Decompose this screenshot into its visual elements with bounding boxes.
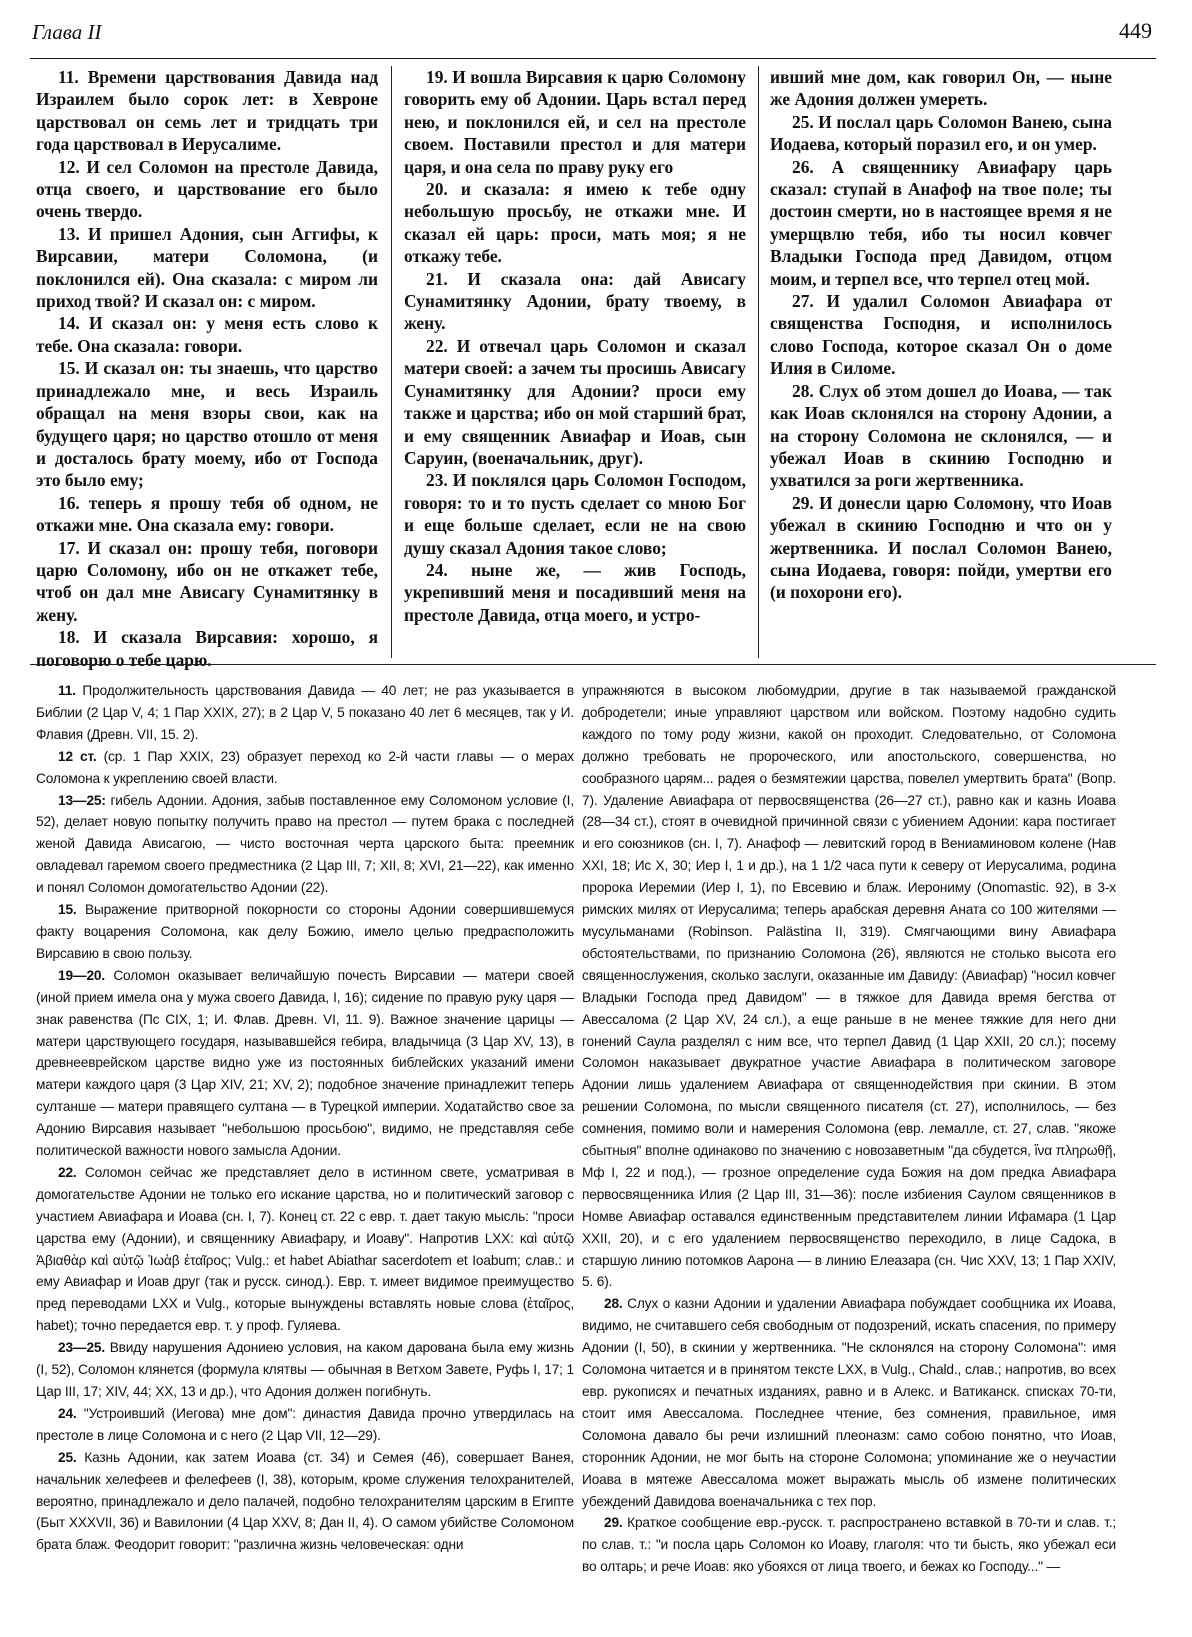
commentary-column-right <box>582 680 1116 1578</box>
note-text: Ввиду нарушения Адониею условия, на каком дарована была ему жизнь (I, 52), Соломон клянется (формула клятвы — обычная в Ветхом Завете, Руфь I, 17; 1 Цар III, 17; XIV, 44; XX, 13 и др.), что Адония должен погибнуть. <box>36 1340 574 1399</box>
note-ref: 23—25. <box>58 1340 106 1356</box>
note <box>36 680 574 746</box>
verse-column-2 <box>404 66 746 626</box>
note-text: Краткое сообщение евр.-русск. т. распространено вставкой в 70-ти и слав. т.; по слав. т.: "и посла царь Соломон ко Иоаву, глаголя: что ти бысть, яко убежал еси во олтарь; и рече Иоав: яко убояхся от лица твоего, и бежах ко Господу..." — <box>582 1515 1117 1575</box>
verse: 29. И донесли царю Соломону, что Иоав убежал в скинию Господню и что он у жертвенника. И послал Соломон Ванею, сына Иодаева, говоря: пойди, умертви его (и похорони его). <box>770 492 1112 603</box>
verse: 17. И сказал он: прошу тебя, поговори царю Соломону, ибо он не откажет тебе, чтоб он дал мне Ависагу Сунамитянку в жену. <box>36 537 378 625</box>
note-text: Казнь Адонии, как затем Иоава (ст. 34) и Семея (46), совершает Ванея, начальник хелефеев и фелефеев (I, 38), которым, кроме служения телохранителей, вероятно, принадлежало и дело палачей, подобно телохранителям царским в Египте (Быт XXXVII, 36) и Вавилонии (4 Цар XXV, 8; Дан II, 4). О самом убийстве Соломоном брата блаж. Феодорит говорит: "различна жизнь человеческая: одни <box>36 1449 574 1553</box>
verse: 16. теперь я прошу тебя об одном, не откажи мне. Она сказала ему: говори. <box>36 492 378 536</box>
verse: 24. ныне же, — жив Господь, укрепивший меня и посадивший меня на престоле Давида, отца моего, и устро- <box>404 559 746 625</box>
note-text: гибель Адонии. Адония, забыв поставленное ему Соломоном условие (I, 52), делает новую попытку получить право на престол — путем брака с последней женой Давида Ависагою, — чисто восточная черта царского быта: преемник овладевал гаремом своего предместника (2 Цар III, 7; XII, 8; XVI, 21—22), как именно и понял Соломон домогательство Адонии (22). <box>36 792 574 896</box>
note-ref: 19—20. <box>58 967 106 983</box>
note-text: Выражение притворной покорности со стороны Адонии совершившемуся факту воцарения Соломона, как делу Божию, имело целью предрасположить Вирсавию в свою пользу. <box>36 902 575 961</box>
note <box>582 1293 1116 1512</box>
note-continuation: упражняются в высоком любомудрии, другие в так называемой гражданской добродетели; иные управляют царством или войском. Поэтому надобно судить каждого по тому роду жизни, какой он проходит. Следовательно, от Соломона должно требовать не пророческого, или апостольского, совершенства, но сообразного царям... радея о безмятежии царства, повелел умертвить брата" (Вопр. 7). Удаление Авиафара от первосвященства (26—27 ст.), равно как и казнь Иоава (28—34 ст.), стоят в очевидной причинной связи с убиением Адонии: кара постигает и его союзников (сн. I, 7). Анафоф — левитский город в Вениаминовом колене (Нав XXI, 18; Ис X, 30; Иер I, 1 и др.), на 1 1/2 часа пути к северу от Иерусалима, родина пророка Иеремии (Иер I, 1), по Евсевию и блаж. Иерониму (Onomastic. 92), в 3-х римских милях от Иерусалима; теперь арабская деревня Аната со 100 жителями — мусульманами (Robinson. Palästina II, 319). Смягчающими вину Авиафара обстоятельствами, по признанию Соломона (26), являются не столько высота его священнослужения, сколько заслуги, оказанные им Давиду: (Авиафар) "носил ковчег Владыки Господа пред Давидом" — в тяжкое для Давида время бегства от Авессалома (2 Цар XV, 24 сл.), а еще раньше в не менее тяжкие для него дни гонений Саула разделял с ним все, что терпел Давид (1 Цар XXII, 20 сл.); посему Соломон наказывает двукратное участие Авиафара в политическом заговоре Адонии лишь удалением Авиафара от священнодействия при скинии. В этом решении Соломона, по мысли священного писателя (ст. 27), исполнилось, — без сомнения, помимо воли и намерения Соломона (евр. лемалле, ст. 27, слав. "якоже сбытныя" вполне одинаково по значению с новозаветным "да сбудется, ἵνα πληρωθῇ, Мф I, 22 и под.), — грозное определение суда Божия на дом предка Авиафара первосвященника Илия (2 Цар III, 31—36): после избиения Саулом священников в Номве Авиафар оставался единственным представителем линии Ифамара (1 Цар XXII, 20), и с его удалением первосвященство переходило, в лице Садока, в старшую линию потомков Аарона — в линию Елеазара (сн. Чис XXV, 13; 1 Пар XXIV, 5. 6). <box>582 683 1116 1290</box>
note-text: "Устроивший (Иегова) мне дом": династия Давида прочно утвердилась на престоле в лице Соломона и с него (2 Цар VII, 12—29). <box>36 1405 574 1443</box>
header-rule <box>30 58 1156 59</box>
note-text: Соломон сейчас же представляет дело в истинном свете, усматривая в домогательстве Адонии не только его искание царства, но и политический заговор с участием Авиафара и Иоава (сн. I, 7). Конец ст. 22 с евр. т. дает такую мысль: "проси царства ему (Адонии), и священнику Авиафару, и Иоаву". Напротив LXX: καὶ αὐτῷ Ἀβιαθὰρ καὶ αὐτῷ Ἰωὰβ ἑταῖρος; Vulg.: et habet Abiathar sacerdotem et Ioabum; слав.: и ему Авиафар и Иоав друг (так и русск. синод.). Евр. т. имеет видимое преимущество пред переводами LXX и Vulg., которые вынуждены вставлять новые слова (ἑταῖρος, habet); точно передается евр. т. у проф. Гуляева. <box>36 1164 575 1334</box>
note <box>36 790 574 900</box>
note <box>582 1512 1116 1578</box>
chapter-title: Глава II <box>32 20 102 44</box>
running-header <box>32 16 1152 48</box>
note <box>36 1403 574 1447</box>
note <box>36 1447 574 1557</box>
column-separator <box>758 66 759 658</box>
note-ref: 15. <box>58 902 77 918</box>
note-text: Продолжительность царствования Давида — 40 лет; не раз указывается в Библии (2 Цар V, 4; 1 Пар XXIX, 27); в 2 Цар V, 5 показано 40 лет 6 месяцев, так у И. Флавия (Древн. VII, 15. 2). <box>36 683 575 742</box>
note-text: Соломон оказывает величайшую почесть Вирсавии — матери своей (иной прием имела она у мужа своего Давида, I, 16); сидение по правую руку царя — знак равенства (Пс CIX, 1; И. Флав. Древн. VI, 11. 9). Важное значение царицы — матери царствующего государя, называвшейся гебира, владычица (3 Цар XV, 13), в древнееврейском царстве видно уже из постоянных библейских указаний имени матери каждого царя (3 Цар XIV, 21; XV, 2); подобное значение принадлежит теперь султанше — матери правящего султана — в Турецкой империи. Ходатайство свое за Адонию Вирсавия называет "небольшою просьбою", видимо, не представляя себе политической важности нового замысла Адонии. <box>36 967 575 1159</box>
verse: 25. И послал царь Соломон Ванею, сына Иодаева, который поразил его, и он умер. <box>770 111 1112 155</box>
commentary-rule <box>30 664 1156 665</box>
note-text: Слух о казни Адонии и удалении Авиафара побуждает сообщника их Иоава, видимо, не считавшего себя свободным от подозрений, искать спасения, по примеру Адонии (I, 50), в скинии у жертвенника. "Не склонялся на сторону Соломона": имя Соломона читается и в принятом тексте LXX, в Vulg., Chald., слав.; напротив, во всех евр. рукописях и печатных изданиях, равно и в Алекс. и Ватиканск. списках 70-ти, стоит имя Авессалома. Последнее чтение, без сомнения, правильное, имя Соломона давало бы речи излишний плеоназм: само собою понятно, что Иоав, сторонник Адонии, не мог быть на стороне Соломона; упоминание же о неучастии Иоава в мятеже Авессалома может выражать мысль об измене политических убеждений Давидова военачальника с тех пор. <box>582 1296 1116 1509</box>
verse-column-1 <box>36 66 378 671</box>
note <box>36 899 574 965</box>
verse: 15. И сказал он: ты знаешь, что царство принадлежало мне, и весь Израиль обращал на меня взоры свои, как на будущего царя; но царство отошло от меня и досталось брату моему, ибо от Господа это было ему; <box>36 358 378 491</box>
page-number: 449 <box>1119 18 1152 43</box>
note <box>36 1337 574 1403</box>
verse: 21. И сказала она: дай Ависагу Сунамитянку Адонии, брату твоему, в жену. <box>404 268 746 334</box>
verse: 27. И удалил Соломон Авиафара от священства Господня, и исполнилось слово Господа, которое сказал Он о доме Илия в Силоме. <box>770 291 1112 379</box>
note-ref: 11. <box>58 683 76 698</box>
note <box>36 746 574 790</box>
verse: 14. И сказал он: у меня есть слово к тебе. Она сказала: говори. <box>36 313 378 356</box>
note-ref: 24. <box>58 1405 77 1421</box>
verse: 11. Времени царствования Давида над Израилем было сорок лет: в Хевроне царствовал он семь лет и тридцать три года царствовал в Иерусалиме. <box>36 67 378 155</box>
note <box>36 1162 574 1337</box>
verse: 20. и сказала: я имею к тебе одну небольшую просьбу, не откажи мне. И сказал ей царь: проси, мать моя; я не откажу тебе. <box>404 179 746 267</box>
verse: 12. И сел Соломон на престоле Давида, отца своего, и царствование его было очень твердо. <box>36 156 378 222</box>
verse: 26. А священнику Авиафару царь сказал: ступай в Анафоф на твое поле; ты достоин смерти, но в настоящее время я не умерщвлю тебя, ибо ты носил ковчег Владыки Господа пред Давидом, отцом моим, и терпел все, что терпел отец мой. <box>770 156 1112 289</box>
verse: 13. И пришел Адония, сын Аггифы, к Вирсавии, матери Соломона, (и поклонился ей). Она сказала: с миром ли приход твой? И сказал он: с миром. <box>36 223 378 312</box>
verse: 19. И вошла Вирсавия к царю Соломону говорить ему об Адонии. Царь встал перед нею, и поклонился ей, и сел на престоле своем. Поставили престол и для матери царя, и она села по праву руку его <box>404 67 746 177</box>
verse: 18. И сказала Вирсавия: хорошо, я поговорю о тебе царю. <box>36 627 378 670</box>
note <box>36 965 574 1162</box>
commentary-column-left <box>36 680 574 1556</box>
note-ref: 22. <box>58 1164 77 1180</box>
note-ref: 25. <box>58 1449 77 1465</box>
note-ref: 12 ст. <box>58 748 97 764</box>
note-ref: 28. <box>604 1296 623 1312</box>
verse: 23. И поклялся царь Соломон Господом, говоря: то и то пусть сделает со мною Бог и еще больше сделает, если не на свою душу сказал Адония такое слово; <box>404 470 746 558</box>
verse: 28. Слух об этом дошел до Иоава, — так как Иоав склонялся на сторону Адонии, а на сторону Соломона не склонялся, — и убежал Иоав в скинию Господню и ухватился за роги жертвенника. <box>770 380 1112 491</box>
note-text: (ср. 1 Пар XXIX, 23) образует переход ко 2-й части главы — о мерах Соломона к укреплению своей власти. <box>36 748 575 786</box>
verse: 22. И отвечал царь Соломон и сказал матери своей: а зачем ты просишь Ависагу Сунамитянку для Адонии? проси ему также и царства; ибо он мой старший брат, и ему священник Авиафар и Иоав, сын Саруин, (военачальник, друг). <box>404 335 746 468</box>
verse-continuation: ивший мне дом, как говорил Он, — ныне же Адония должен умереть. <box>770 67 1112 110</box>
note-ref: 13—25: <box>58 792 106 808</box>
verse-column-3 <box>770 66 1112 604</box>
column-separator <box>391 66 392 658</box>
note-ref: 29. <box>604 1515 623 1531</box>
